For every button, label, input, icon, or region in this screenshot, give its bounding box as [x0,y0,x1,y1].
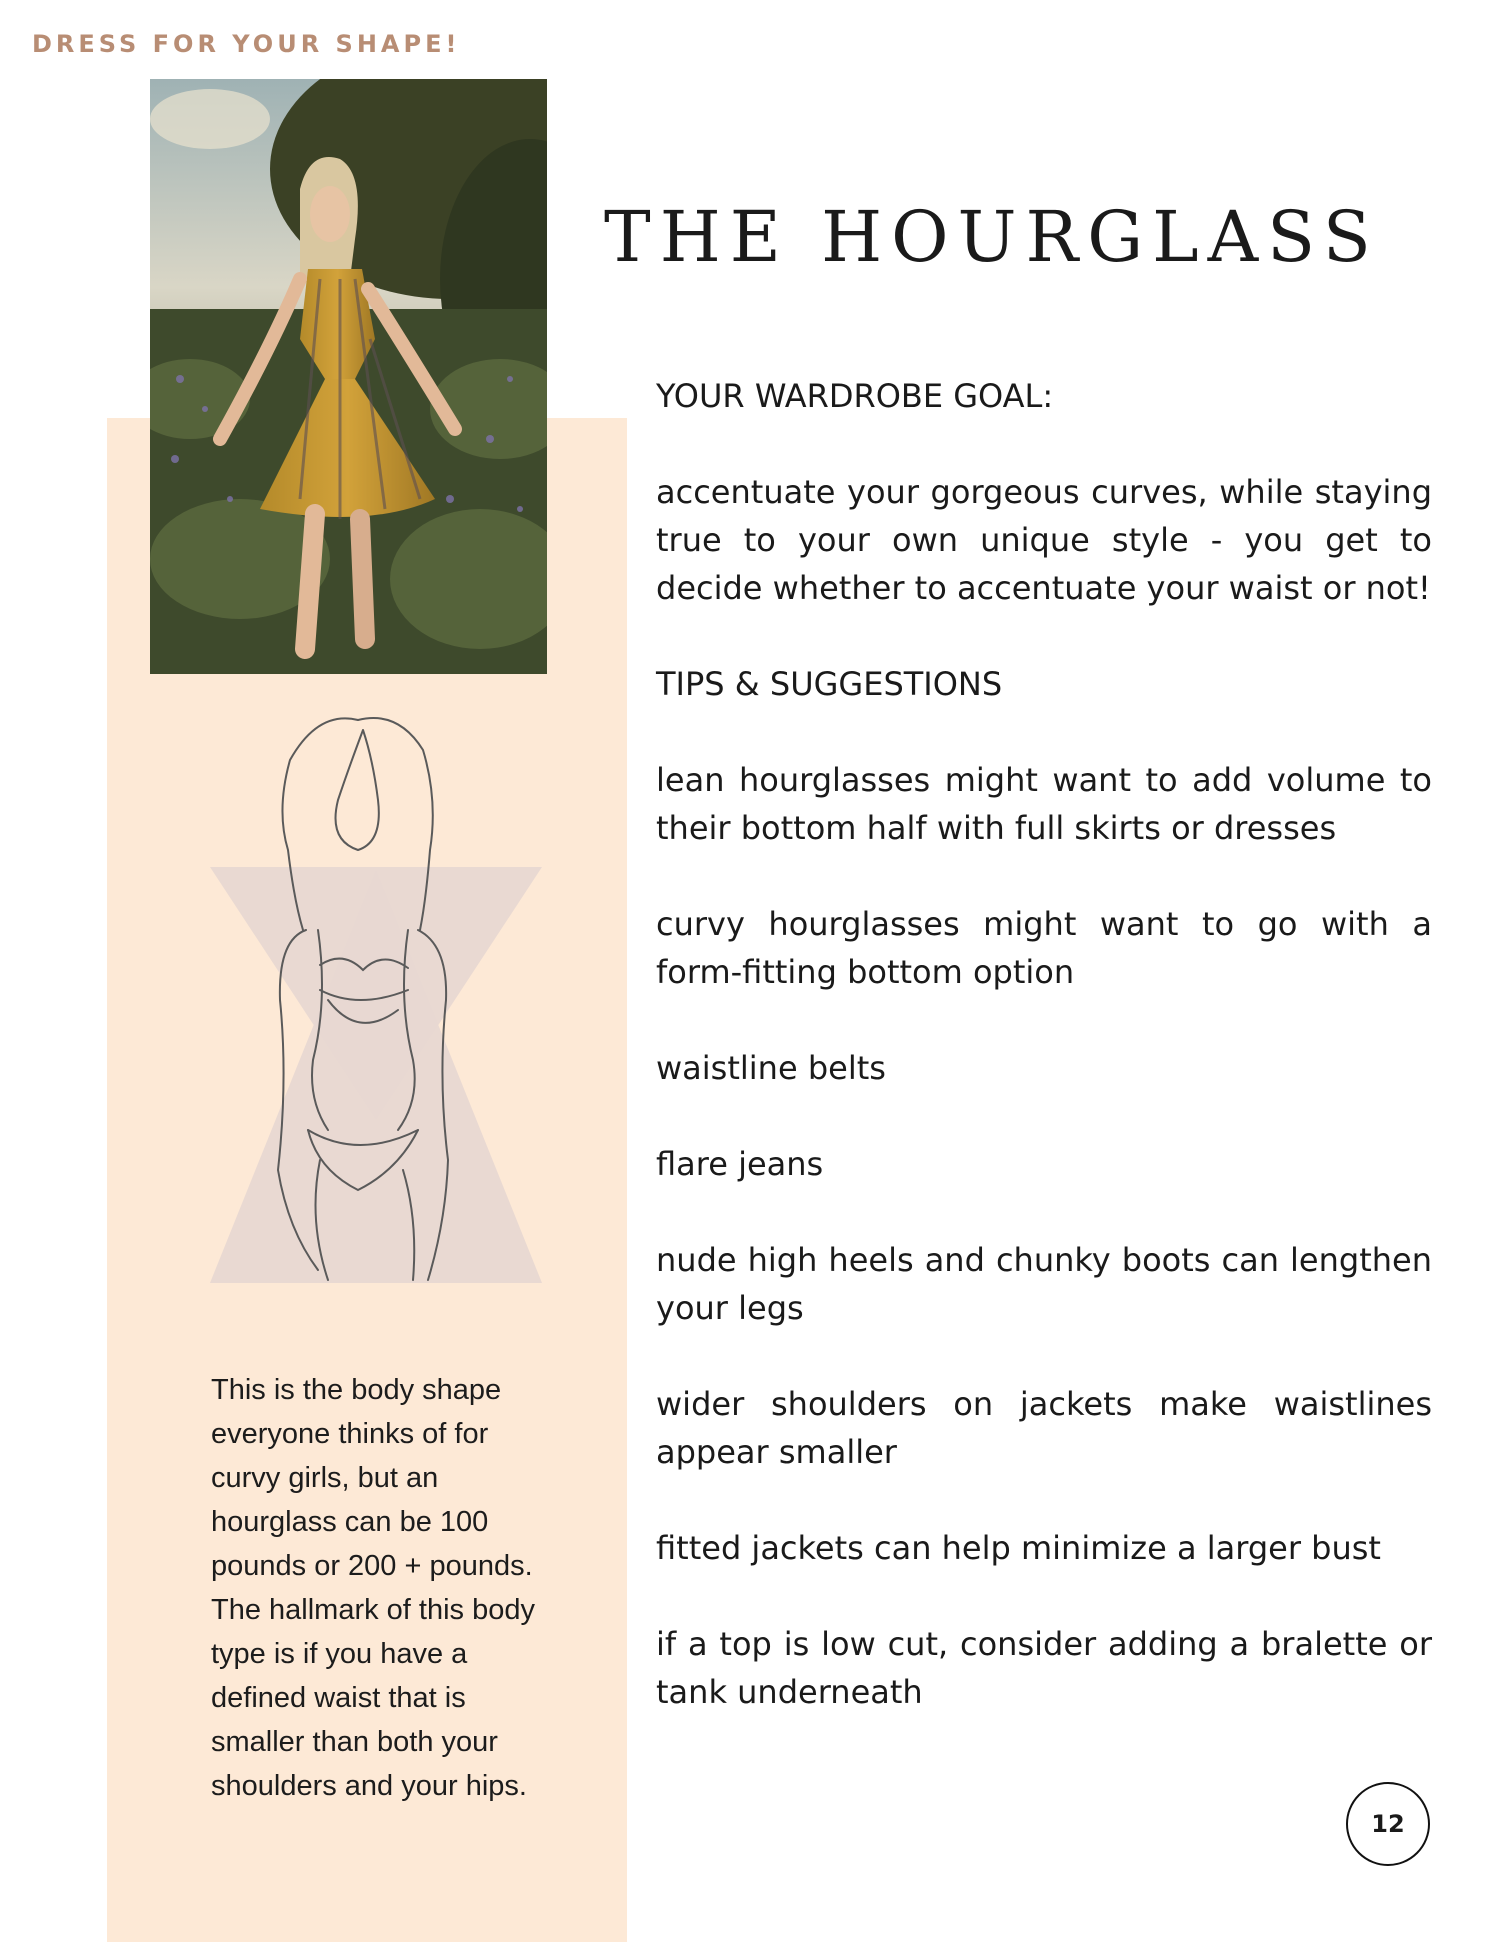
tip-item: waistline belts [656,1049,886,1087]
woman-in-yellow-dress-photo [150,79,547,674]
tip-item: lean hourglasses might want to add volume to their bottom half with full skirts or dresses [656,761,1432,847]
page-number: 12 [1346,1782,1430,1866]
tips-heading: TIPS & SUGGESTIONS [656,665,1003,703]
sidebar-description: This is the body shape everyone thinks of for curvy girls, but an hourglass can be 100 pounds or 200 + pounds. The hallmark of this body type is if you have a defined waist that is smaller than both your shoulders and your hips. [211,1374,535,1802]
goal-text: accentuate your gorgeous curves, while staying true to your own unique style - you get to decide whether to accentuate your waist or not! [656,473,1432,607]
hourglass-body-sketch [208,700,548,1300]
tip-item: flare jeans [656,1145,824,1183]
header-label: DRESS FOR YOUR SHAPE! [32,30,461,58]
tip-item: fitted jackets can help minimize a larger bust [656,1529,1381,1567]
goal-heading: YOUR WARDROBE GOAL: [656,377,1054,415]
tip-item: if a top is low cut, consider adding a bralette or tank underneath [656,1625,1432,1711]
main-content [656,372,1432,1764]
tip-item: nude high heels and chunky boots can lengthen your legs [656,1241,1432,1327]
tip-item: curvy hourglasses might want to go with a form-fitting bottom option [656,905,1432,991]
page-title: THE HOURGLASS [604,196,1380,278]
tip-item: wider shoulders on jackets make waistlines appear smaller [656,1385,1432,1471]
